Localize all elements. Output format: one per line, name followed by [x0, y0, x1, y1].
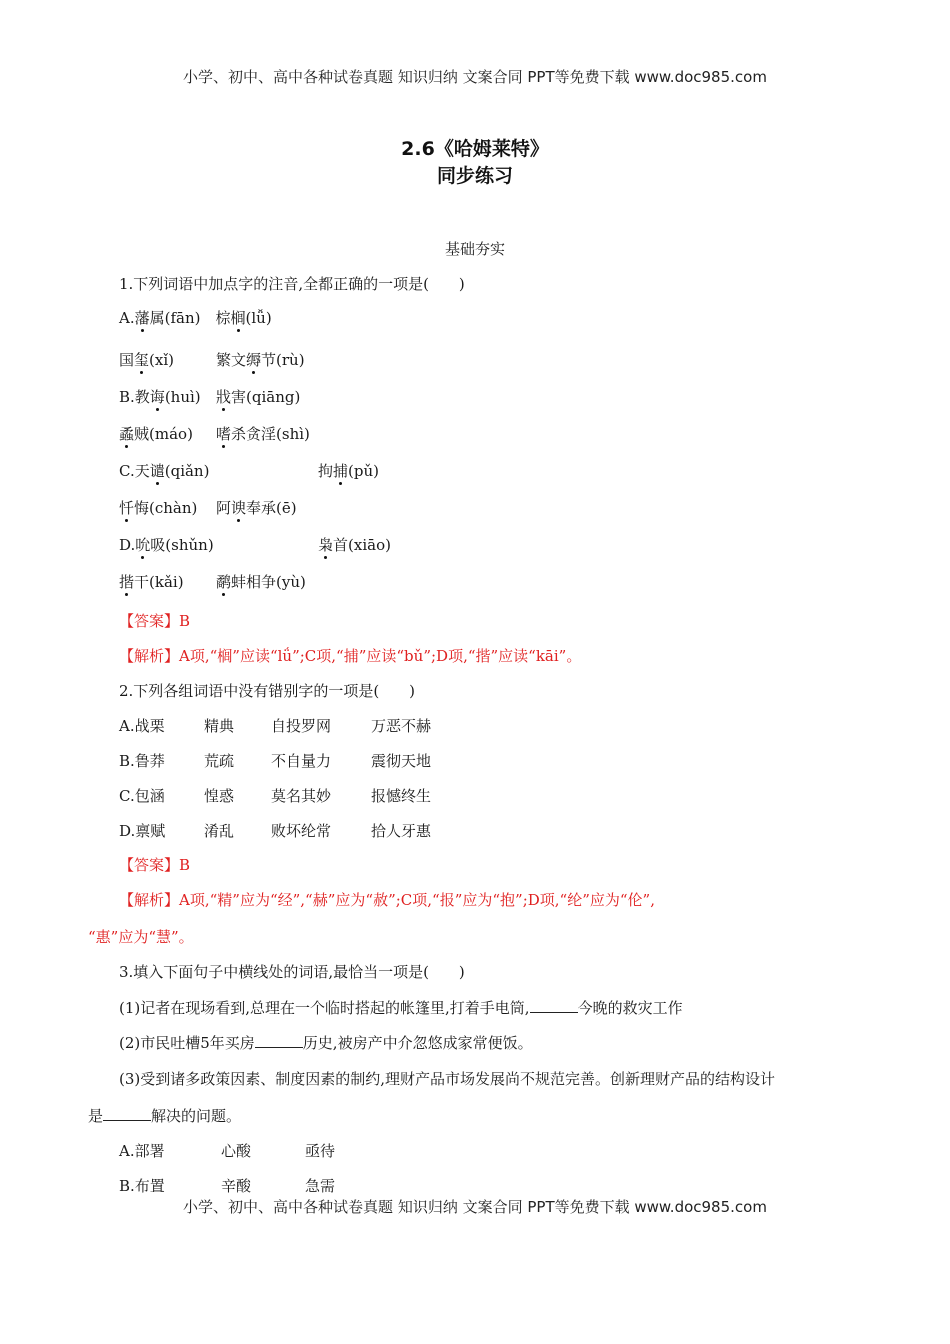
q2-option-b-c3: 不自量力	[271, 752, 332, 770]
q3-option-a-c2: 心酸	[221, 1142, 252, 1160]
q2-option-a-c4: 万恶不赫	[371, 717, 432, 735]
doc-subtitle: 同步练习	[436, 165, 513, 187]
doc-title: 2.6《哈姆莱特》	[401, 138, 549, 160]
q2-option-a-c3: 自投罗网	[271, 717, 332, 735]
q1-option-b-line2-part2: 嗜杀贪淫(shì)	[216, 425, 310, 443]
q1-stem: 1.下列词语中加点字的注音,全都正确的一项是( )	[119, 275, 465, 293]
q2-option-a-c1: A.战栗	[119, 717, 165, 735]
q1-option-c-line1-part2: 拘捕(pǔ)	[318, 462, 379, 480]
q3-blank-1	[530, 998, 578, 1013]
q3-sentence-3-cont: 是 解决的问题。	[88, 1107, 242, 1125]
section-heading: 基础夯实	[444, 240, 505, 258]
q1-option-a-line1: A.藩属(fān) 棕榈(lǚ)	[119, 309, 272, 327]
q3-blank-3	[103, 1106, 151, 1121]
q1-option-d-line2-part2: 鹬蚌相争(yù)	[216, 573, 306, 591]
q1-option-c-line2-part1: 忏悔(chàn)	[119, 499, 198, 517]
q2-option-d-c1: D.禀赋	[119, 822, 166, 840]
q1-answer: 【答案】B	[119, 612, 191, 630]
q1-option-d-line1-part1: D.吮吸(shǔn)	[119, 536, 214, 554]
page-header: 小学、初中、高中各种试卷真题 知识归纳 文案合同 PPT等免费下载 www.doc985.com	[183, 68, 767, 86]
q1-option-b-line2-part1: 蟊贼(máo)	[119, 425, 193, 443]
q1-option-a-line2-part2: 繁文缛节(rù)	[216, 351, 305, 369]
q3-option-b-c1: B.布置	[119, 1177, 165, 1195]
q1-explanation: 【解析】A项,“榈”应读“lǘ”;C项,“捕”应读“bǔ”;D项,“揩”应读“kāi”。	[119, 647, 582, 665]
q2-option-d-c2: 淆乱	[204, 822, 235, 840]
q1-option-b-line1-part1: B.教诲(huì)	[119, 388, 201, 406]
q2-answer: 【答案】B	[119, 856, 191, 874]
q2-option-d-c4: 拾人牙惠	[371, 822, 432, 840]
q2-option-d-c3: 败坏纶常	[271, 822, 332, 840]
q2-option-b-c4: 震彻天地	[371, 752, 432, 770]
q2-option-c-c2: 惶惑	[204, 787, 235, 805]
q2-option-c-c4: 报憾终生	[371, 787, 432, 805]
q3-option-b-c2: 辛酸	[221, 1177, 252, 1195]
q1-option-c-line2-part2: 阿谀奉承(ē)	[216, 499, 297, 517]
q3-sentence-1: (1)记者在现场看到,总理在一个临时搭起的帐篷里,打着手电筒, 今晚的救灾工作	[119, 999, 683, 1017]
q2-explanation-line1: 【解析】A项,“精”应为“经”,“赫”应为“赦”;C项,“报”应为“抱”;D项,“纶”应为“伦”,	[119, 891, 655, 909]
page-footer: 小学、初中、高中各种试卷真题 知识归纳 文案合同 PPT等免费下载 www.doc985.com	[183, 1198, 767, 1216]
q2-option-c-c1: C.包涵	[119, 787, 165, 805]
q2-explanation-line2: “惠”应为“慧”。	[88, 928, 194, 946]
q1-option-c-line1-part1: C.天谴(qiǎn)	[119, 462, 210, 480]
q3-stem: 3.填入下面句子中横线处的词语,最恰当一项是( )	[119, 963, 465, 981]
q3-sentence-2: (2)市民吐槽5年买房 历史,被房产中介忽悠成家常便饭。	[119, 1034, 533, 1052]
q2-option-b-c1: B.鲁莽	[119, 752, 165, 770]
q1-option-a-line2-part1: 国玺(xǐ)	[119, 351, 174, 369]
q3-blank-2	[255, 1033, 303, 1048]
q2-option-b-c2: 荒疏	[204, 752, 235, 770]
q2-option-c-c3: 莫名其妙	[271, 787, 332, 805]
q3-sentence-3: (3)受到诸多政策因素、制度因素的制约,理财产品市场发展尚不规范完善。创新理财产品的结构设计	[119, 1070, 776, 1088]
q1-option-b-line1-part2: 戕害(qiāng)	[216, 388, 301, 406]
q2-stem: 2.下列各组词语中没有错别字的一项是( )	[119, 682, 416, 700]
q1-option-d-line2-part1: 揩干(kǎi)	[119, 573, 184, 591]
q3-option-b-c3: 急需	[305, 1177, 336, 1195]
q3-option-a-c3: 亟待	[305, 1142, 336, 1160]
q1-option-d-line1-part2: 枭首(xiāo)	[318, 536, 391, 554]
q3-option-a-c1: A.部署	[119, 1142, 165, 1160]
q2-option-a-c2: 精典	[204, 717, 235, 735]
